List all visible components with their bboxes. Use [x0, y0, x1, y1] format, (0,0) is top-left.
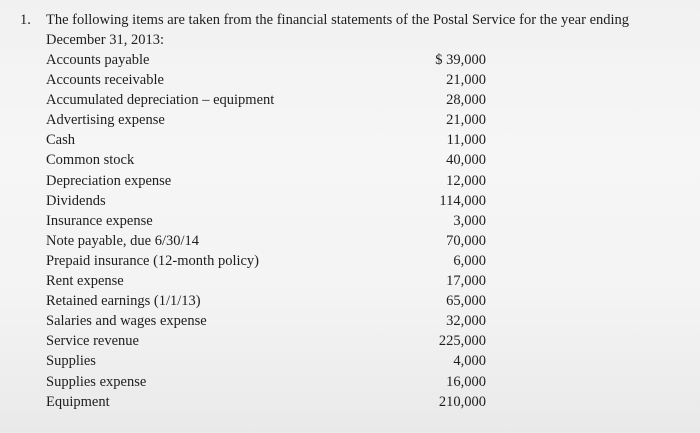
- account-item-amount: 3,000: [453, 212, 486, 229]
- account-item-amount: 114,000: [439, 192, 486, 209]
- account-items-list: [46, 52, 486, 414]
- account-item-label: Equipment: [46, 393, 110, 410]
- account-item-amount: 21,000: [446, 72, 486, 89]
- account-item-row: [46, 273, 486, 293]
- account-item-row: [46, 52, 486, 72]
- account-item-amount: 6,000: [453, 252, 486, 269]
- account-item-row: [46, 132, 486, 152]
- account-item-row: [46, 333, 486, 353]
- account-item-amount: 28,000: [446, 92, 486, 109]
- account-item-label: Retained earnings (1/1/13): [46, 293, 201, 310]
- account-item-label: Supplies expense: [46, 373, 147, 390]
- account-item-label: Accounts payable: [46, 52, 150, 68]
- account-item-amount: 32,000: [446, 313, 486, 330]
- account-item-label: Dividends: [46, 192, 106, 209]
- question-number: 1.: [20, 12, 31, 28]
- account-item-amount: 225,000: [438, 333, 486, 350]
- account-item-label: Depreciation expense: [46, 172, 172, 189]
- account-item-amount: 70,000: [446, 232, 486, 249]
- account-item-row: [46, 293, 486, 313]
- account-item-label: Common stock: [46, 152, 135, 169]
- account-item-row: [46, 213, 486, 233]
- account-item-row: [46, 394, 486, 414]
- account-item-row: [46, 353, 486, 373]
- account-item-row: [46, 173, 486, 193]
- account-item-amount: 21,000: [446, 112, 486, 129]
- account-item-label: Prepaid insurance (12-month policy): [46, 252, 260, 269]
- question-stem-line-2: December 31, 2013:: [46, 32, 164, 48]
- account-item-label: Supplies: [46, 353, 96, 370]
- account-item-label: Salaries and wages expense: [46, 313, 207, 330]
- account-item-row: [46, 193, 486, 213]
- account-item-label: Rent expense: [46, 273, 124, 290]
- account-item-amount: 17,000: [446, 273, 486, 290]
- account-item-label: Advertising expense: [46, 112, 165, 129]
- account-item-label: Cash: [46, 132, 75, 149]
- account-item-label: Service revenue: [46, 333, 139, 350]
- account-item-label: Accounts receivable: [46, 72, 164, 89]
- account-item-row: [46, 112, 486, 132]
- account-item-amount: 210,000: [438, 393, 486, 410]
- account-item-row: [46, 92, 486, 112]
- account-item-amount: $ 39,000: [435, 52, 486, 68]
- account-item-amount: 65,000: [446, 293, 486, 310]
- account-item-label: Insurance expense: [46, 212, 153, 229]
- account-item-row: [46, 233, 486, 253]
- account-item-row: [46, 72, 486, 92]
- account-item-label: Accumulated depreciation – equipment: [46, 92, 275, 109]
- account-item-row: [46, 374, 486, 394]
- account-item-row: [46, 313, 486, 333]
- account-item-amount: 4,000: [453, 353, 486, 370]
- account-item-amount: 40,000: [446, 152, 486, 169]
- account-item-amount: 16,000: [446, 373, 486, 390]
- account-item-row: [46, 152, 486, 172]
- account-item-amount: 11,000: [446, 132, 486, 149]
- account-item-row: [46, 253, 486, 273]
- account-item-amount: 12,000: [446, 172, 486, 189]
- question-stem-line-1: The following items are taken from the financial statements of the Postal Service for the year ending: [46, 12, 630, 28]
- account-item-label: Note payable, due 6/30/14: [46, 232, 200, 249]
